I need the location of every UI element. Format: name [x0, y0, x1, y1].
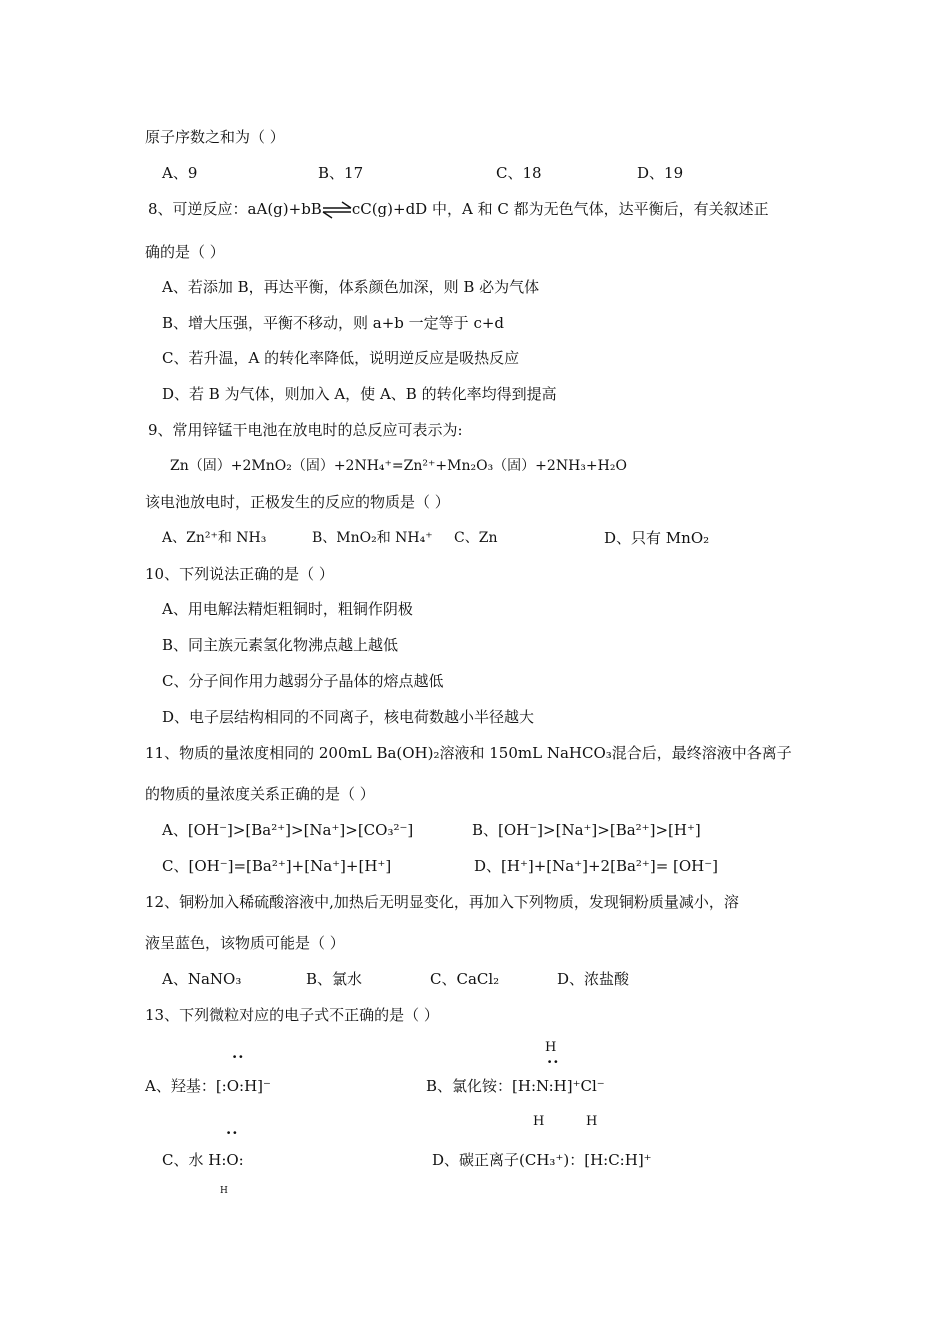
h-atom-bottom-left: H [533, 1114, 545, 1129]
q8-prefix: 8、可逆反应：aA(g)+bB [148, 200, 322, 218]
q10-option-c: C、分子间作用力越弱分子晶体的熔点越低 [162, 672, 444, 690]
q9-option-c: C、Zn [454, 530, 498, 546]
lone-pair-dots: ·· [547, 1053, 560, 1071]
h-atom-top: H [545, 1040, 557, 1055]
q8-option-c: C、若升温，A 的转化率降低，说明逆反应是吸热反应 [162, 349, 520, 367]
q12-option-a: A、NaNO₃ [162, 970, 242, 988]
lone-pair-dots: ·· [226, 1124, 239, 1142]
q8-option-b: B、增大压强，平衡不移动，则 a+b 一定等于 c+d [162, 314, 505, 332]
q13-option-c: C、水 H:O: [162, 1151, 244, 1169]
q7-option-b: B、17 [318, 164, 364, 182]
q9-option-a: A、Zn²⁺和 NH₃ [162, 530, 267, 546]
q10-stem: 10、下列说法正确的是（ ） [145, 565, 334, 583]
q13-option-d: D、碳正离子(CH₃⁺)：[H:C:H]⁺ [432, 1151, 652, 1169]
q9-stem: 9、常用锌锰干电池在放电时的总反应可表示为: [148, 421, 463, 439]
q9-line3: 该电池放电时，正极发生的反应的物质是（ ） [145, 493, 450, 511]
q11-option-b: B、[OH⁻]>[Na⁺]>[Ba²⁺]>[H⁺] [472, 821, 701, 839]
h-atom-small: H [220, 1186, 228, 1196]
q11-option-c: C、[OH⁻]=[Ba²⁺]+[Na⁺]+[H⁺] [162, 857, 392, 875]
q8-stem [148, 199, 769, 220]
q12-option-c: C、CaCl₂ [430, 970, 500, 988]
q10-option-b: B、同主族元素氢化物沸点越上越低 [162, 636, 399, 654]
q9-equation: Zn（固）+2MnO₂（固）+2NH₄⁺=Zn²⁺+Mn₂O₃（固）+2NH₃+H₂O [170, 458, 627, 474]
q11-line1: 11、物质的量浓度相同的 200mL Ba(OH)₂溶液和 150mL NaHCO₃混合后，最终溶液中各离子 [145, 744, 792, 762]
q8-line2: 确的是（ ） [145, 243, 225, 261]
h-atom-bottom-right: H [586, 1114, 598, 1129]
q7-tail: 原子序数之和为（ ） [145, 128, 285, 146]
q7-option-a: A、9 [162, 164, 198, 182]
q13-stem: 13、下列微粒对应的电子式不正确的是（ ） [145, 1006, 439, 1024]
q8-option-a: A、若添加 B，再达平衡，体系颜色加深，则 B 必为气体 [162, 278, 540, 296]
q8-suffix: cC(g)+dD 中，A 和 C 都为无色气体，达平衡后，有关叙述正 [351, 200, 769, 218]
q12-option-b: B、氯水 [306, 970, 363, 988]
q11-option-a: A、[OH⁻]>[Ba²⁺]>[Na⁺]>[CO₃²⁻] [162, 821, 414, 839]
q12-option-d: D、浓盐酸 [557, 970, 630, 988]
q13-option-b: B、氯化铵：[H:N:H]⁺Cl⁻ [426, 1077, 605, 1095]
q9-option-d: D、只有 MnO₂ [604, 529, 710, 547]
q10-option-a: A、用电解法精炬粗铜时，粗铜作阴极 [162, 600, 413, 618]
q10-option-d: D、电子层结构相同的不同离子，核电荷数越小半径越大 [162, 708, 535, 726]
q7-option-c: C、18 [496, 164, 542, 182]
q9-option-b: B、MnO₂和 NH₄⁺ [312, 530, 433, 546]
lone-pair-dots: ·· [232, 1048, 245, 1066]
q8-option-d: D、若 B 为气体，则加入 A，使 A、B 的转化率均得到提高 [162, 385, 557, 403]
q11-line2: 的物质的量浓度关系正确的是（ ） [145, 785, 375, 803]
q13-option-a: A、羟基：[:O:H]⁻ [145, 1077, 271, 1095]
q11-option-d: D、[H⁺]+[Na⁺]+2[Ba²⁺]= [OH⁻] [474, 857, 719, 875]
q12-line2: 液呈蓝色，该物质可能是（ ） [145, 934, 345, 952]
q12-line1: 12、铜粉加入稀硫酸溶液中,加热后无明显变化，再加入下列物质，发现铜粉质量减小，溶 [145, 893, 739, 911]
equilibrium-arrow-icon [322, 200, 352, 220]
q7-option-d: D、19 [637, 164, 684, 182]
